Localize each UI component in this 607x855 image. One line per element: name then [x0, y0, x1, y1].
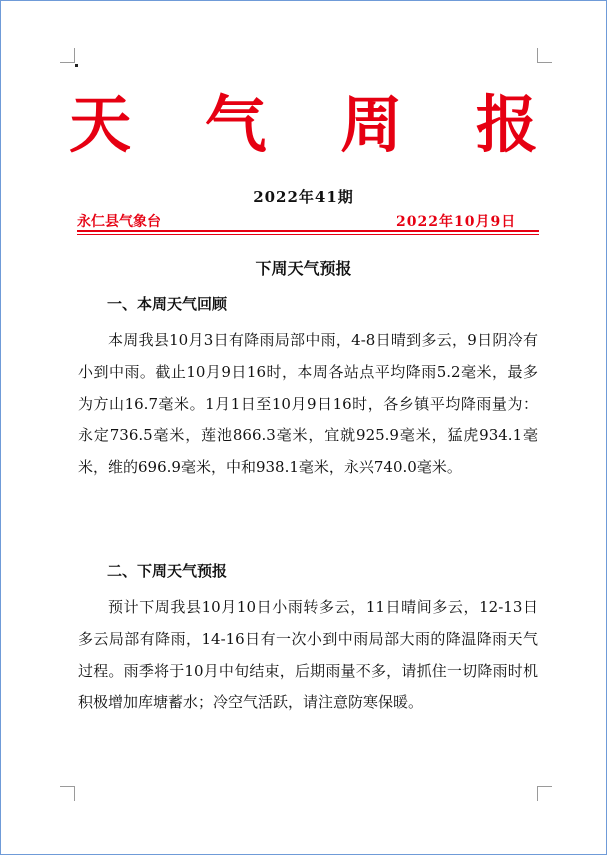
header-rule-thick: [77, 230, 539, 232]
issue-number[interactable]: 2022年41期: [253, 188, 354, 206]
margin-corner-mark: [537, 786, 552, 801]
banner-title[interactable]: 天 气 周 报: [69, 88, 564, 161]
text-cursor: [75, 64, 78, 67]
section-body-forecast[interactable]: 预计下周我县10月10日小雨转多云，11日晴间多云，12-13日多云局部有降雨，14-16日有一次小到中雨局部大雨的降温降雨天气过程。雨季将于10月中旬结束，后期雨量不多，请抓住一切降雨时机积极增加库塘蓄水；冷空气活跃，请注意防寒保暖。: [78, 598, 538, 712]
page-heading[interactable]: 下周天气预报: [255, 259, 352, 278]
margin-corner-mark: [60, 48, 75, 63]
margin-corner-mark: [60, 786, 75, 801]
publish-date[interactable]: 2022年10月9日: [396, 214, 517, 230]
section-title-review[interactable]: 一、本周天气回顾: [107, 295, 228, 313]
section-title-forecast[interactable]: 二、下周天气预报: [107, 562, 228, 580]
section-body-review[interactable]: 本周我县10月3日有降雨局部中雨，4-8日晴到多云，9日阴冷有小到中雨。截止10月9日16时，本周各站点平均降雨5.2毫米，最多为方山16.7毫米。1月1日至10月9日16时，各乡镇平均降雨量为：永定736.5毫米，莲池866.3毫米，宜就925.9毫米，猛虎934.1毫米，维的696.9毫米，中和938.1毫米，永兴740.0毫米。: [78, 331, 538, 477]
organization-name[interactable]: 永仁县气象台: [77, 214, 161, 230]
margin-corner-mark: [537, 48, 552, 63]
header-rule-thin: [77, 234, 539, 235]
